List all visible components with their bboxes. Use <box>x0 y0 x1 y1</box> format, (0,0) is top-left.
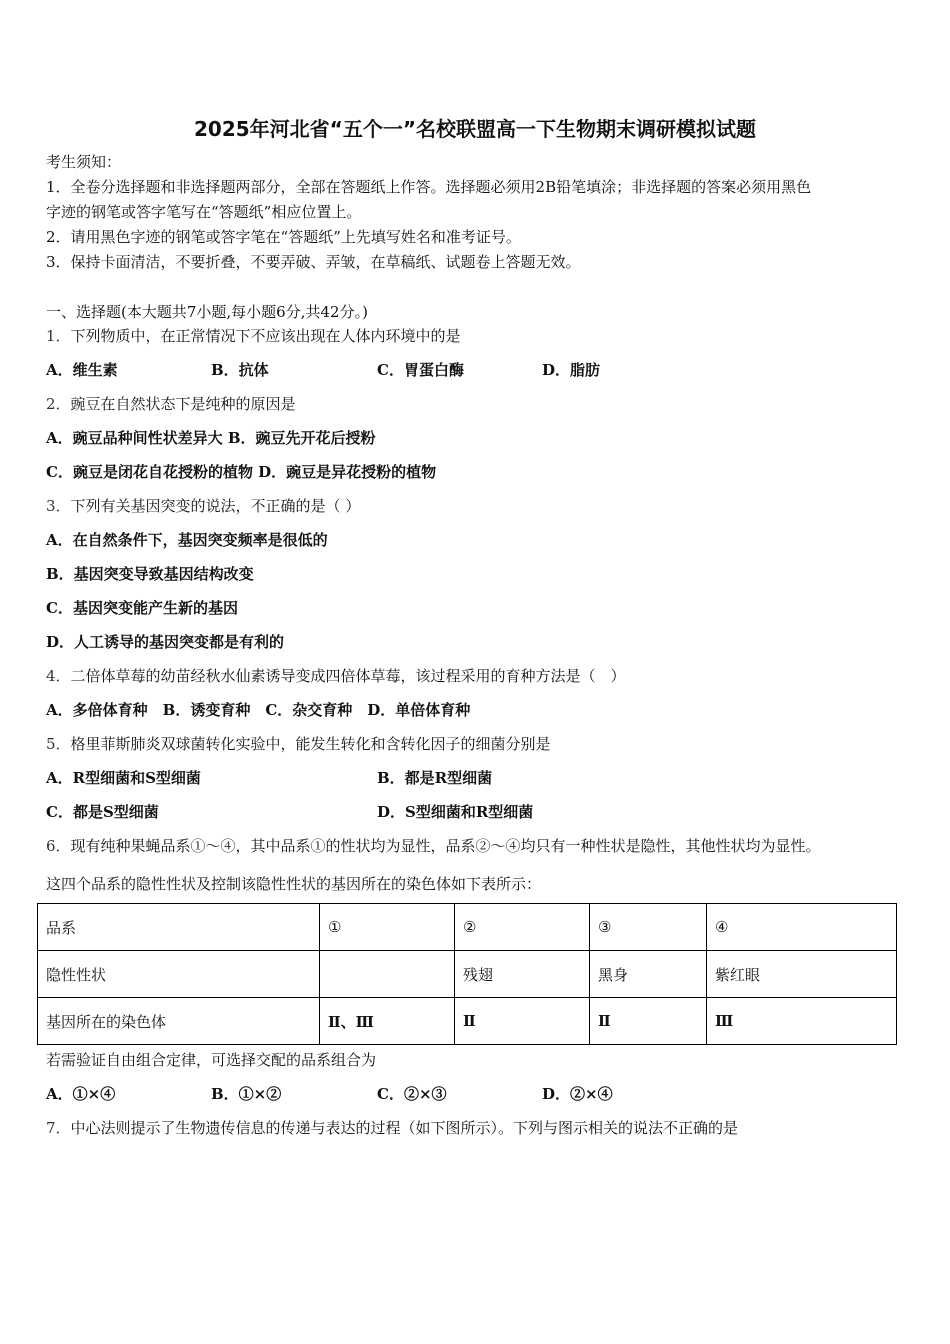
table-cell: ② <box>455 904 590 951</box>
table-cell: Ⅲ <box>707 998 897 1045</box>
q1-option-d: D．脂肪 <box>542 361 601 379</box>
notice-item-2: 2．请用黑色字迹的钢笔或答字笔在“答题纸”上先填写姓名和准考证号。 <box>46 228 521 246</box>
q3-option-b: B．基因突变导致基因结构改变 <box>46 565 254 583</box>
table-cell: 残翅 <box>455 951 590 998</box>
question-number: 3． <box>46 497 71 515</box>
q3-option-a: A．在自然条件下，基因突变频率是很低的 <box>46 531 328 549</box>
table-row <box>38 998 897 1045</box>
question-number: 2． <box>46 395 71 413</box>
q5-option-a: A．R型细菌和S型细菌 <box>46 769 201 787</box>
question-stem: 格里菲斯肺炎双球菌转化实验中，能发生转化和含转化因子的细菌分别是 <box>70 735 551 753</box>
question-6-line-2: 这四个品系的隐性性状及控制该隐性性状的基因所在的染色体如下表所示： <box>46 875 542 893</box>
table-cell: 基因所在的染色体 <box>38 998 320 1045</box>
notice-item-3: 3．保持卡面清洁，不要折叠，不要弄破、弄皱，在草稿纸、试题卷上答题无效。 <box>46 253 581 271</box>
question-4 <box>46 666 626 686</box>
question-stem: 中心法则提示了生物遗传信息的传递与表达的过程（如下图所示）。下列与图示相关的说法不正确的是 <box>70 1119 739 1137</box>
question-stem: 下列有关基因突变的说法，不正确的是（ ） <box>70 497 361 515</box>
q5-option-b: B．都是R型细菌 <box>377 769 493 787</box>
q3-option-c: C．基因突变能产生新的基因 <box>46 599 238 617</box>
question-stem: 豌豆在自然状态下是纯种的原因是 <box>70 395 296 413</box>
table-cell: 隐性性状 <box>38 951 320 998</box>
table-cell <box>320 951 455 998</box>
q2-options-ab: A．豌豆品种间性状差异大 B．豌豆先开花后授粉 <box>46 429 376 447</box>
table-cell: ① <box>320 904 455 951</box>
question-stem: 二倍体草莓的幼苗经秋水仙素诱导变成四倍体草莓，该过程采用的育种方法是（ ） <box>70 667 626 685</box>
question-3 <box>46 496 360 516</box>
q3-option-d: D．人工诱导的基因突变都是有利的 <box>46 633 285 651</box>
question-7 <box>46 1118 738 1138</box>
question-5 <box>46 734 551 754</box>
table-cell: 品系 <box>38 904 320 951</box>
question-stem: 现有纯种果蝇品系①～④，其中品系①的性状均为显性，品系②～④均只有一种性状是隐性，其他性状均为显性。 <box>70 837 821 855</box>
question-number: 4． <box>46 667 71 685</box>
question-stem: 下列物质中，在正常情况下不应该出现在人体内环境中的是 <box>70 327 461 345</box>
table-cell: 紫红眼 <box>707 951 897 998</box>
q6-option-c: C．②×③ <box>377 1085 447 1103</box>
question-number: 7． <box>46 1119 71 1137</box>
q6-option-d: D．②×④ <box>542 1085 613 1103</box>
strain-table <box>37 903 897 1045</box>
q6-option-a: A．①×④ <box>46 1085 116 1103</box>
question-6-followup: 若需验证自由组合定律，可选择交配的品系组合为 <box>46 1051 377 1069</box>
q6-option-b: B．①×② <box>211 1085 282 1103</box>
question-number: 1． <box>46 327 71 345</box>
section-heading: 一、选择题(本大题共7小题,每小题6分,共42分。) <box>46 303 368 321</box>
exam-title: 2025年河北省“五个一”名校联盟高一下生物期末调研模拟试题 <box>194 117 756 141</box>
question-number: 6． <box>46 837 71 855</box>
q4-options: A．多倍体育种 B．诱变育种 C．杂交育种 D．单倍体育种 <box>46 701 471 719</box>
table-cell: ③ <box>590 904 707 951</box>
table-cell: ④ <box>707 904 897 951</box>
table-cell: 黑身 <box>590 951 707 998</box>
q5-option-c: C．都是S型细菌 <box>46 803 159 821</box>
table-cell: Ⅱ <box>590 998 707 1045</box>
q1-option-b: B．抗体 <box>211 361 269 379</box>
q1-option-c: C．胃蛋白酶 <box>377 361 464 379</box>
q5-option-d: D．S型细菌和R型细菌 <box>377 803 534 821</box>
question-number: 5． <box>46 735 71 753</box>
table-row <box>38 951 897 998</box>
notice-heading: 考生须知： <box>46 153 122 171</box>
q2-options-cd: C．豌豆是闭花自花授粉的植物 D．豌豆是异花授粉的植物 <box>46 463 437 481</box>
question-1 <box>46 326 461 346</box>
question-2 <box>46 394 296 414</box>
table-cell: Ⅱ、Ⅲ <box>320 998 455 1045</box>
table-cell: Ⅱ <box>455 998 590 1045</box>
notice-item-1-line-2: 字迹的钢笔或答字笔写在“答题纸”相应位置上。 <box>46 203 362 221</box>
table-row <box>38 904 897 951</box>
notice-item-1-line-1: 1．全卷分选择题和非选择题两部分，全部在答题纸上作答。选择题必须用2B铅笔填涂；非选择题的答案必须用黑色 <box>46 178 812 196</box>
q1-option-a: A．维生素 <box>46 361 118 379</box>
question-6 <box>46 836 821 856</box>
